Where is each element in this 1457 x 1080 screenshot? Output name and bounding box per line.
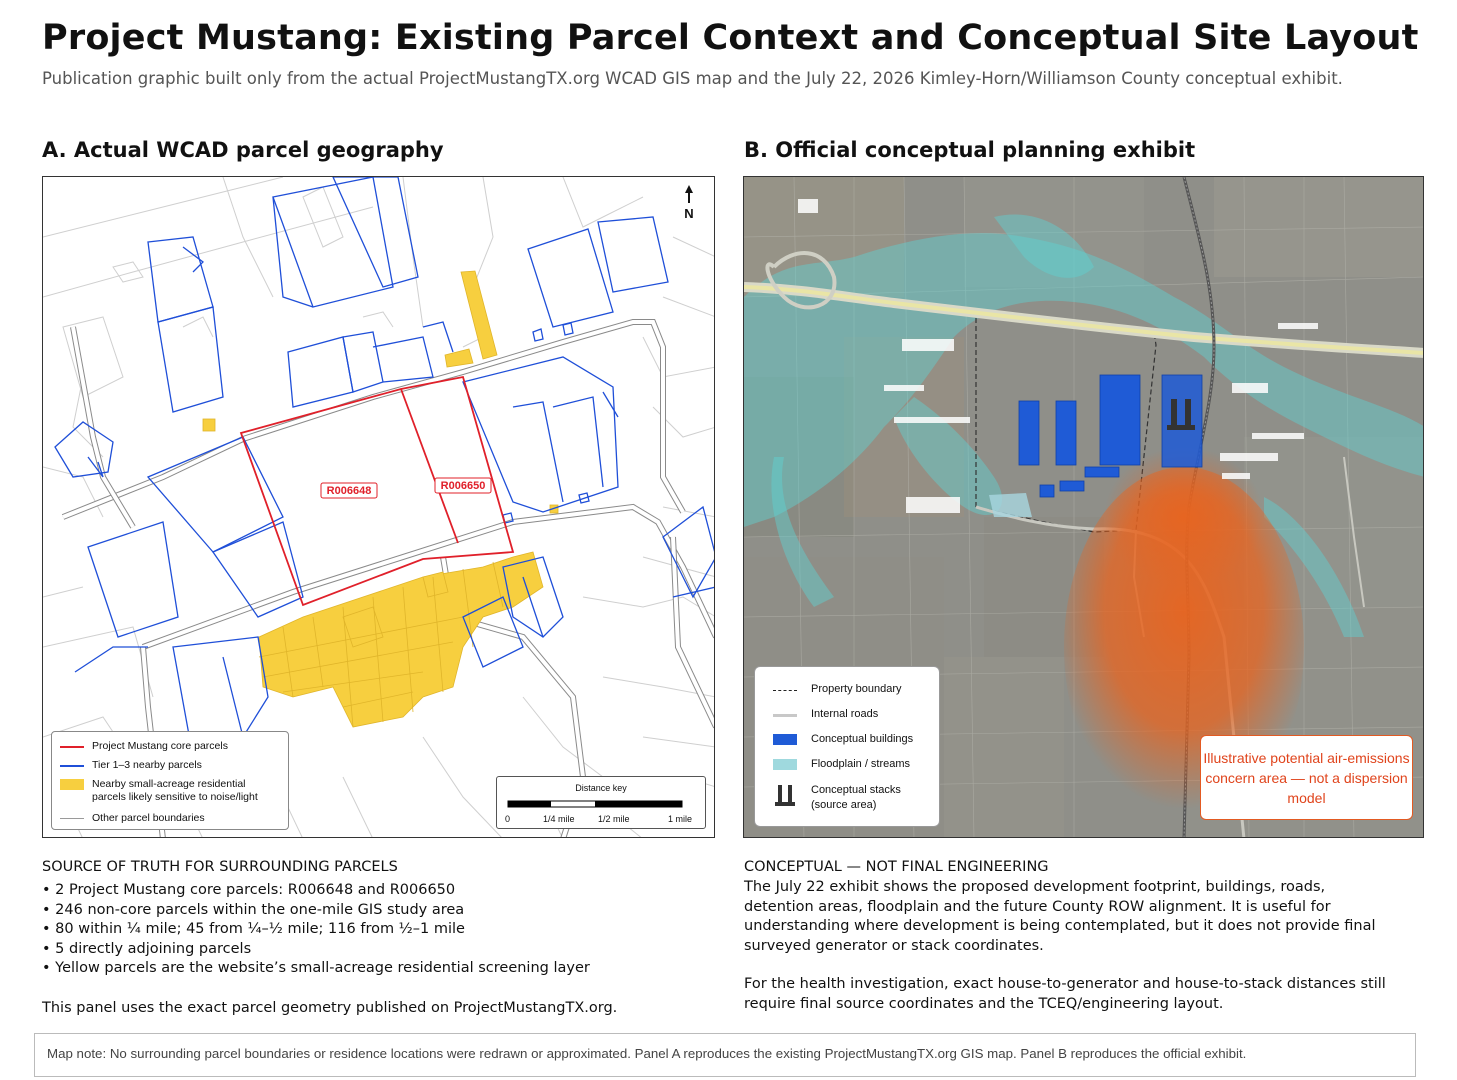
- parcel-labels: [321, 478, 491, 498]
- legend-label: Floodplain / streams: [811, 758, 911, 770]
- detention-pond: [989, 493, 1032, 517]
- red-line-swatch: [60, 746, 84, 748]
- blue-line-swatch: [60, 765, 84, 767]
- floodplain-swatch: [773, 759, 797, 770]
- legend-label: Internal roads: [811, 708, 879, 720]
- scale-tick-0: 0: [505, 814, 511, 824]
- notes-a-heading: SOURCE OF TRUTH FOR SURROUNDING PARCELS: [42, 859, 398, 875]
- distance-key-title: Distance key: [575, 783, 627, 793]
- legend-property-boundary: [773, 683, 902, 695]
- yellow-fill-swatch: [60, 779, 84, 790]
- notes-a-footer: This panel uses the exact parcel geometry published on ProjectMustangTX.org.: [42, 1000, 618, 1016]
- notes-b-paragraph-2: For the health investigation, exact house-to-generator and house-to-stack distances still require final source coordinates and the TCEQ/engineering layout.: [744, 976, 1386, 1012]
- parcel-label-r006650: R006650: [440, 480, 486, 492]
- scale-tick-half: 1/2 mile: [598, 814, 630, 824]
- panel-b-heading: B. Official conceptual planning exhibit: [744, 138, 1196, 162]
- notes-a-list: [42, 881, 590, 979]
- building-swatch: [773, 734, 797, 745]
- list-item: • Yellow parcels are the website’s small-acreage residential screening layer: [42, 960, 590, 976]
- legend-residential-parcels: [60, 778, 280, 804]
- map-note-footer: Map note: No surrounding parcel boundaries or residence locations were redrawn or approximated. Panel A reproduces the existing ProjectMustangTX.org GIS map. Panel B reproduces the official exhibit.: [34, 1033, 1416, 1077]
- concern-area-note: Illustrative potential air-emissions concern area — not a dispersion model: [1200, 735, 1413, 820]
- legend-label: Other parcel boundaries: [92, 812, 205, 824]
- parcel-label-r006648: R006648: [326, 485, 372, 497]
- gray-road-icon: [773, 714, 797, 717]
- distance-key: [496, 776, 706, 829]
- legend-core-parcels: [60, 740, 228, 752]
- legend-stacks: [773, 783, 923, 813]
- scale-tick-one: 1 mile: [668, 814, 693, 824]
- legend-label: Tier 1–3 nearby parcels: [92, 759, 202, 771]
- scale-tick-quarter: 1/4 mile: [543, 814, 575, 824]
- legend-label: Conceptual buildings: [811, 733, 914, 745]
- legend-label: Property boundary: [811, 683, 902, 695]
- list-item: • 246 non-core parcels within the one-mile GIS study area: [42, 901, 465, 918]
- legend-internal-roads: [773, 708, 878, 720]
- panel-a-heading: A. Actual WCAD parcel geography: [42, 138, 444, 162]
- legend-conceptual-buildings: [773, 733, 913, 745]
- north-label: N: [684, 206, 694, 221]
- legend-label: Project Mustang core parcels: [92, 740, 228, 752]
- parcel-legend: [51, 731, 289, 830]
- legend-floodplain: [773, 758, 910, 770]
- legend-other-boundaries: [60, 812, 205, 824]
- page-subtitle: Publication graphic built only from the actual ProjectMustangTX.org WCAD GIS map and the July 22, 2026 Kimley-Horn/Williamson County conceptual exhibit.: [42, 69, 1343, 88]
- legend-tier-parcels: [60, 759, 202, 771]
- list-item: • 5 directly adjoining parcels: [42, 940, 252, 957]
- legend-label: Conceptual stacks (source area): [811, 784, 901, 811]
- list-item: • 80 within ¼ mile; 45 from ¼–½ mile; 116 from ½–1 mile: [42, 921, 465, 937]
- legend-label: Nearby small-acreage residential parcels likely sensitive to noise/light: [92, 778, 258, 803]
- scale-bar: [507, 799, 697, 811]
- page-title: Project Mustang: Existing Parcel Context and Conceptual Site Layout: [42, 18, 1419, 58]
- north-arrow-icon: [678, 183, 700, 223]
- notes-b-heading: CONCEPTUAL — NOT FINAL ENGINEERING: [744, 859, 1049, 875]
- dashed-line-icon: [773, 690, 797, 691]
- list-item: • 2 Project Mustang core parcels: R006648 and R006650: [42, 882, 456, 898]
- stack-icon: [773, 783, 797, 810]
- gray-line-swatch: [60, 818, 84, 819]
- residential-parcels: [203, 271, 558, 727]
- notes-b-paragraph-1: The July 22 exhibit shows the proposed development footprint, buildings, roads, detention areas, floodplain and the future County ROW alignment. It is useful for understanding where development is being contemplated, but it does not provide final surveyed generator or stack coordinates.: [744, 879, 1376, 954]
- exhibit-legend: [754, 666, 940, 827]
